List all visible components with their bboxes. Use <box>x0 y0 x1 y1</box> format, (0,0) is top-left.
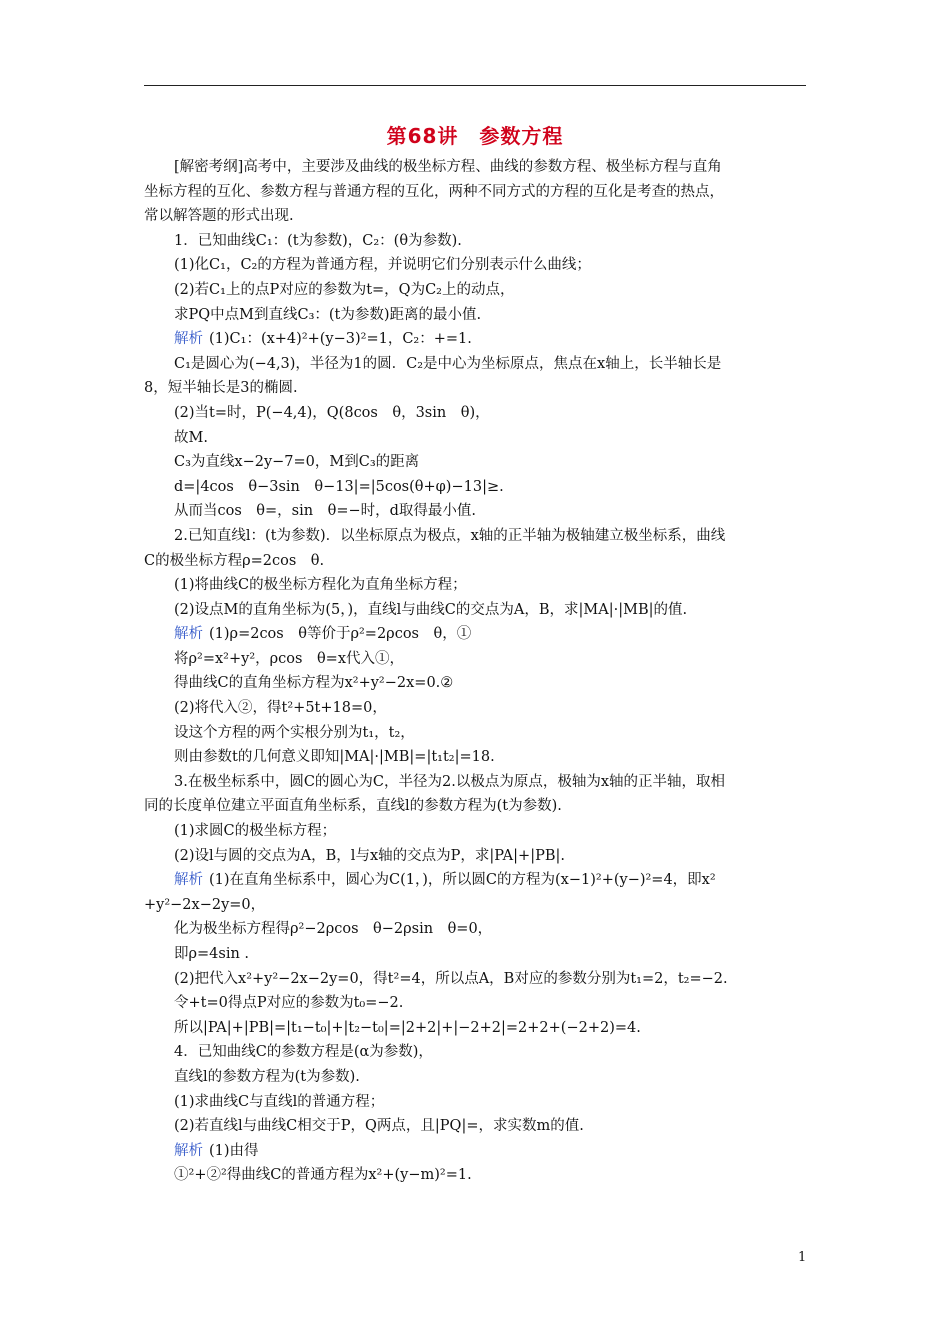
line-text: [解密考纲]高考中，主要涉及曲线的极坐标方程、曲线的参数方程、极坐标方程与直角 <box>174 159 722 175</box>
line-text: (2)当t=时，P(−4,4)，Q(8cos θ，3sin θ)， <box>174 404 490 421</box>
text-line <box>144 745 808 770</box>
text-line <box>144 622 808 647</box>
line-text: (2)把代入x²+y²−2x−2y=0，得t²=4，所以点A，B对应的参数分别为t₁=2，t₂=−2. <box>174 970 728 987</box>
header-rule <box>144 85 806 86</box>
text-line <box>144 401 808 426</box>
line-text: (2)若直线l与曲线C相交于P，Q两点，且|PQ|=，求实数m的值. <box>174 1118 584 1135</box>
line-text: (1)将曲线C的极坐标方程化为直角坐标方程； <box>174 577 467 594</box>
text-line <box>144 967 808 992</box>
text-line <box>144 155 808 180</box>
line-text: 8，短半轴长是3的椭圆. <box>144 380 298 397</box>
line-text: 得曲线C的直角坐标方程为x²+y²−2x=0.② <box>174 675 454 692</box>
analysis-label: 解析 <box>174 1142 203 1159</box>
text-line <box>144 1139 808 1164</box>
line-text: 同的长度单位建立平面直角坐标系，直线l的参数方程为(t为参数). <box>144 798 562 815</box>
text-line <box>144 1065 808 1090</box>
line-text: 2.已知直线l：(t为参数)．以坐标原点为极点，x轴的正半轴为极轴建立极坐标系，曲线 <box>174 527 726 544</box>
document-body <box>144 155 808 1188</box>
line-text: (1)在直角坐标系中，圆心为C(1，)，所以圆C的方程为(x−1)²+(y−)²=4，即x² <box>209 872 716 889</box>
text-line <box>144 598 808 623</box>
text-line <box>144 1163 808 1188</box>
text-line <box>144 696 808 721</box>
line-text: C₁是圆心为(−4,3)，半径为1的圆．C₂是中心为坐标原点，焦点在x轴上，长半轴长是 <box>174 355 722 372</box>
line-text: (1)求圆C的极坐标方程； <box>174 823 337 840</box>
text-line <box>144 303 808 328</box>
line-text: (1)由得 <box>209 1142 259 1159</box>
text-line <box>144 819 808 844</box>
text-line <box>144 1016 808 1041</box>
line-text: 故M. <box>174 429 208 446</box>
line-text: 求PQ中点M到直线C₃：(t为参数)距离的最小值. <box>174 306 482 323</box>
text-line <box>144 991 808 1016</box>
text-line <box>144 524 808 549</box>
line-text: 设这个方程的两个实根分别为t₁，t₂， <box>174 724 415 741</box>
text-line <box>144 475 808 500</box>
line-text: 即ρ=4sin . <box>174 946 250 962</box>
text-line <box>144 426 808 451</box>
line-text: 坐标方程的互化、参数方程与普通方程的互化，两种不同方式的方程的互化是考查的热点， <box>144 183 724 200</box>
line-text: C₃为直线x−2y−7=0，M到C₃的距离 <box>174 454 420 471</box>
text-line <box>144 671 808 696</box>
text-line <box>144 1040 808 1065</box>
line-text: 所以|PA|+|PB|=|t₁−t₀|+|t₂−t₀|=|2+2|+|−2+2|=2+2+(−2+2)=4. <box>174 1019 641 1036</box>
text-line <box>144 1114 808 1139</box>
line-text: 4．已知曲线C的参数方程是(α为参数)， <box>174 1044 433 1061</box>
line-text: 令+t=0得点P对应的参数为t₀=−2. <box>174 995 404 1012</box>
line-text: d=|4cos θ−3sin θ−13|=|5cos(θ+φ)−13|≥. <box>174 478 504 495</box>
line-text: (1)化C₁，C₂的方程为普通方程，并说明它们分别表示什么曲线； <box>174 257 591 274</box>
line-text: 常以解答题的形式出现. <box>144 208 294 225</box>
text-line <box>144 549 808 574</box>
analysis-label: 解析 <box>174 626 203 643</box>
text-line <box>144 352 808 377</box>
text-line <box>144 647 808 672</box>
line-text: (2)若C₁上的点P对应的参数为t=，Q为C₂上的动点， <box>174 281 515 298</box>
text-line <box>144 1090 808 1115</box>
line-text: 将ρ²=x²+y²，ρcos θ=x代入①， <box>174 650 405 667</box>
line-text: (1)求曲线C与直线l的普通方程； <box>174 1093 385 1110</box>
text-line <box>144 180 808 205</box>
line-text: 则由参数t的几何意义即知|MA|·|MB|=|t₁t₂|=18. <box>174 749 495 766</box>
text-line <box>144 770 808 795</box>
text-line <box>144 917 808 942</box>
text-line <box>144 721 808 746</box>
line-text: C的极坐标方程ρ=2cos θ. <box>144 552 325 569</box>
text-line <box>144 253 808 278</box>
text-line <box>144 893 808 918</box>
line-text: 3.在极坐标系中，圆C的圆心为C，半径为2.以极点为原点，极轴为x轴的正半轴，取相 <box>174 773 726 790</box>
text-line <box>144 794 808 819</box>
line-text: (1)ρ=2cos θ等价于ρ²=2ρcos θ，① <box>209 626 472 643</box>
text-line <box>144 229 808 254</box>
line-text: 1．已知曲线C₁：(t为参数)，C₂：(θ为参数). <box>174 232 462 249</box>
text-line <box>144 499 808 524</box>
text-line <box>144 868 808 893</box>
text-line <box>144 450 808 475</box>
line-text: ①²+②²得曲线C的普通方程为x²+(y−m)²=1. <box>174 1167 472 1184</box>
line-text: 直线l的参数方程为(t为参数). <box>174 1068 360 1085</box>
page-title: 第68讲 参数方程 <box>386 124 564 148</box>
text-line <box>144 376 808 401</box>
analysis-label: 解析 <box>174 872 203 889</box>
line-text: (2)设l与圆的交点为A，B，l与x轴的交点为P，求|PA|+|PB|. <box>174 847 565 864</box>
line-text: (2)将代入②，得t²+5t+18=0， <box>174 700 387 717</box>
line-text: (2)设点M的直角坐标为(5，)，直线l与曲线C的交点为A，B，求|MA|·|MB|的值. <box>174 601 688 618</box>
text-line <box>144 278 808 303</box>
line-text: 化为极坐标方程得ρ²−2ρcos θ−2ρsin θ=0， <box>174 921 493 938</box>
page-number: 1 <box>798 1250 807 1265</box>
text-line <box>144 573 808 598</box>
text-line <box>144 942 808 967</box>
text-line <box>144 844 808 869</box>
line-text: +y²−2x−2y=0， <box>144 896 266 913</box>
analysis-label: 解析 <box>174 331 203 348</box>
text-line <box>144 327 808 352</box>
line-text: 从而当cos θ=，sin θ=−时，d取得最小值. <box>174 503 477 520</box>
text-line <box>144 204 808 229</box>
line-text: (1)C₁：(x+4)²+(y−3)²=1，C₂：+=1. <box>209 331 472 348</box>
